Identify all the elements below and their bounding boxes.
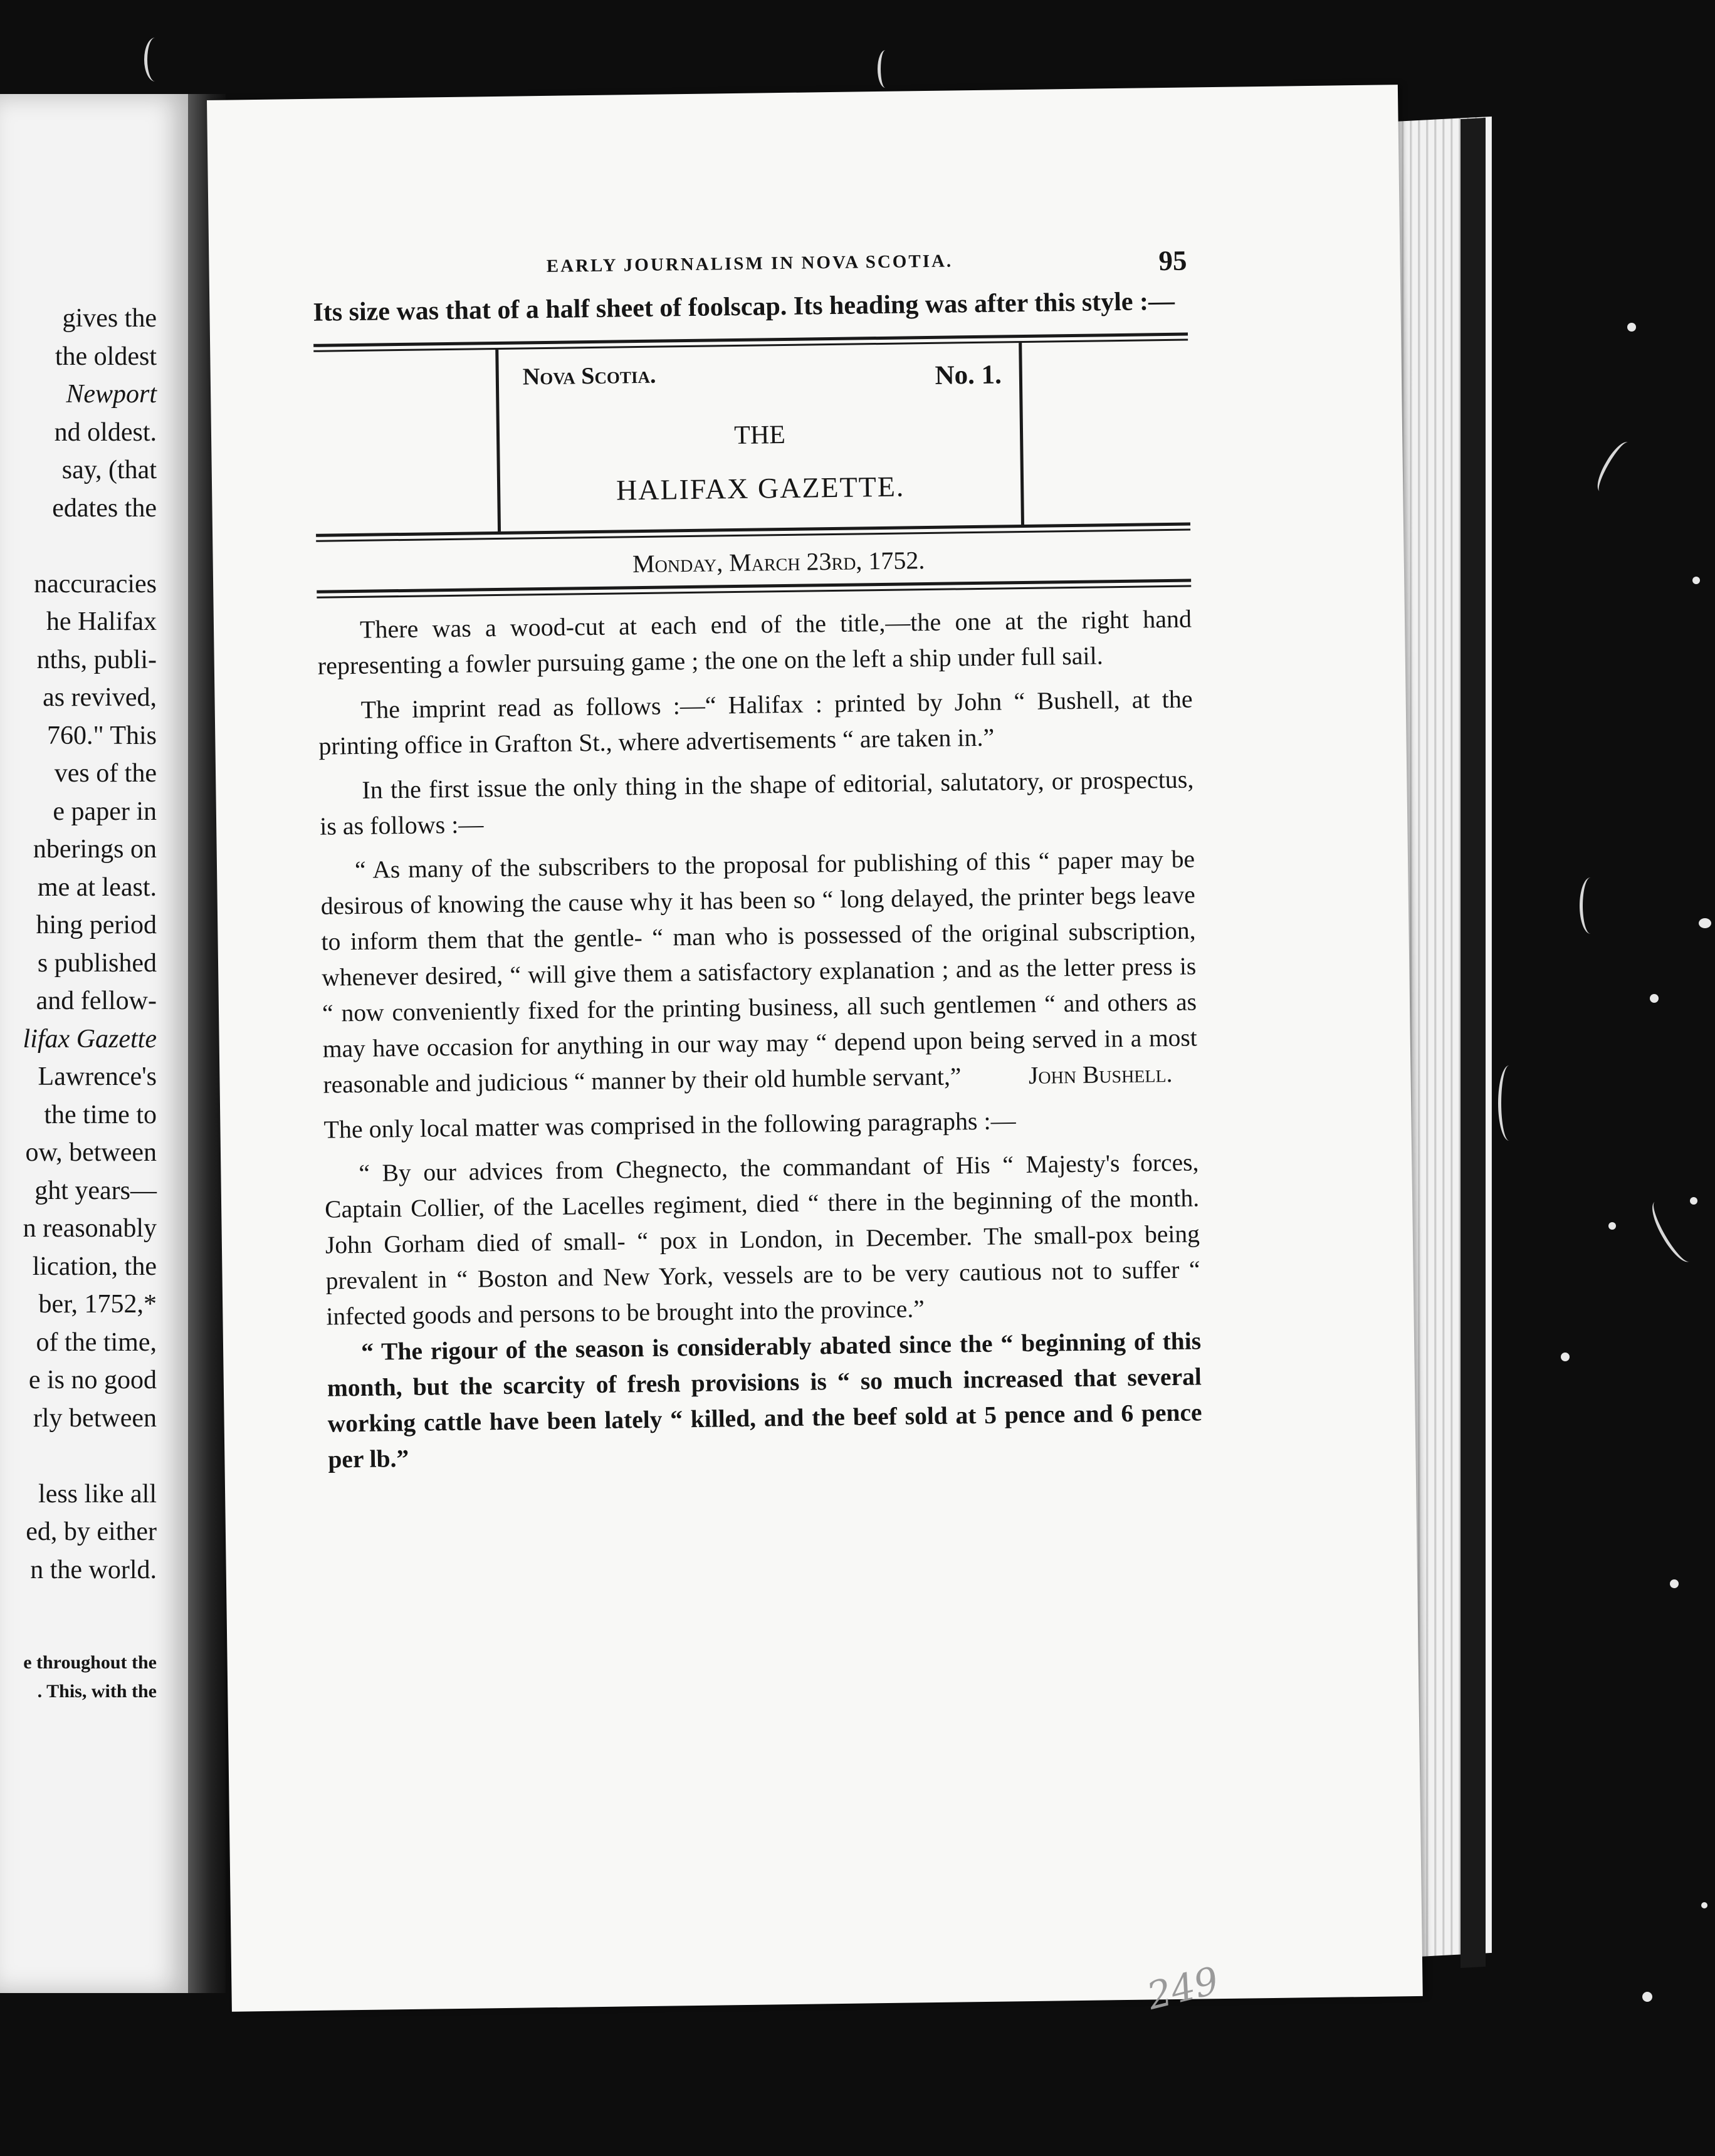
body-paragraph: The only local matter was comprised in the following paragraphs :—	[323, 1106, 1016, 1144]
footnote-line: . This, with the	[37, 1681, 157, 1702]
left-page-line: he Halifax	[46, 607, 157, 636]
quoted-paragraph: “ By our advices from Chegnecto, the commandant of His “ Majesty's forces, Captain Collier, of the Lacelles regiment, died “ there in the beginning of the month. John Gorham died of small- “ pox in London, in December. The small-pox being prevalent in “ Boston and New York, vessels are to be very cautious not to suffer “ infected goods and persons to be brought into the province.”	[324, 1148, 1200, 1331]
left-page-line: n reasonably	[23, 1214, 157, 1243]
page-content	[312, 244, 1202, 1478]
left-page-line: hing period	[36, 911, 157, 939]
film-scratch	[1592, 438, 1635, 496]
left-page-line: edates the	[52, 493, 157, 523]
page-number: 95	[1158, 244, 1187, 277]
main-page	[207, 85, 1423, 2012]
body-paragraph: In the first issue the only thing in the shape of editorial, salutatory, or prospectus, is as follows :—	[319, 765, 1194, 840]
gazette-masthead	[313, 333, 1191, 599]
film-speck	[1642, 1992, 1652, 2002]
body-paragraph: There was a wood-cut at each end of the title,—the one at the right hand representing a fowler pursuing game ; the one on the left a ship under full sail.	[317, 604, 1192, 680]
left-page-line: and fellow-	[36, 986, 157, 1015]
film-speck	[1608, 1222, 1616, 1230]
film-speck	[1561, 1353, 1570, 1361]
left-page-line: lication, the	[32, 1252, 157, 1281]
film-speck	[1627, 323, 1636, 332]
running-title: EARLY JOURNALISM IN NOVA SCOTIA.	[546, 251, 953, 276]
quoted-paragraph: “ The rigour of the season is considerably abated since the “ beginning of this month, but the scarcity of fresh provisions is “ so much increased that several working cattle have been lately “ killed, and the beef sold at 5 pence and 6 pence per lb.”	[327, 1327, 1202, 1473]
left-page-line	[0, 527, 157, 565]
left-page-line: e paper in	[53, 797, 157, 826]
film-speck	[1692, 577, 1700, 584]
film-scratch	[1580, 877, 1602, 934]
book-cover-edge	[1461, 118, 1486, 1968]
film-speck	[1670, 1579, 1679, 1588]
left-page-line: rly between	[33, 1403, 157, 1433]
left-facing-page	[0, 94, 188, 1993]
handwritten-folio-number: 249	[1143, 1959, 1224, 2019]
left-page-line: ves of the	[54, 759, 157, 788]
left-page-line: naccuracies	[34, 569, 157, 599]
left-page-line: ow, between	[25, 1138, 157, 1167]
left-page-footnote	[23, 1648, 157, 1706]
left-page-line: ght years—	[34, 1176, 157, 1205]
left-page-line: Newport	[66, 380, 157, 409]
film-scratch	[1645, 1196, 1699, 1267]
masthead-issue-number: No. 1.	[935, 360, 1002, 390]
masthead-date: Monday, March 23rd, 1752.	[632, 546, 925, 578]
film-speck	[1701, 1902, 1707, 1908]
left-page-line: e is no good	[28, 1366, 157, 1395]
left-page-line: n the world.	[30, 1555, 157, 1584]
masthead-box	[495, 343, 1024, 531]
left-page-line: of the time,	[36, 1327, 157, 1357]
intro-paragraph: Its size was that of a half sheet of foolscap. Its heading was after this style :—	[313, 286, 1175, 327]
left-page-text	[0, 300, 157, 1589]
film-scratch	[878, 50, 893, 88]
left-page-line: less like all	[38, 1479, 157, 1509]
left-page-line: lifax Gazette	[23, 1024, 157, 1054]
film-speck	[1690, 1197, 1697, 1205]
film-speck	[1699, 918, 1711, 928]
masthead-title: HALIFAX GAZETTE.	[616, 470, 905, 506]
left-page-line: ber, 1752,*	[38, 1290, 157, 1319]
left-page-line: 760." This	[46, 721, 157, 750]
left-page-line: me at least.	[37, 872, 157, 902]
footnote-line: e throughout the	[23, 1652, 157, 1673]
film-scratch	[1498, 1065, 1520, 1141]
left-page-line: nd oldest.	[54, 417, 157, 447]
masthead-article: THE	[733, 420, 786, 451]
film-speck	[1650, 994, 1659, 1003]
signature: John Bushell.	[1028, 1059, 1173, 1089]
left-page-line: gives the	[62, 304, 157, 333]
left-page-line: s published	[37, 948, 157, 978]
left-page-line: say, (that	[61, 456, 157, 484]
left-page-line: Lawrence's	[38, 1062, 157, 1091]
left-page-line: nberings on	[33, 835, 157, 864]
left-page-line: the oldest	[55, 342, 157, 371]
left-page-line: ed, by either	[26, 1517, 157, 1546]
quoted-paragraph: “ As many of the subscribers to the proposal for publishing of this “ paper may be desirous of knowing the cause why it has been so “ long delayed, the printer begs leave to inform them that the gentle- “ man who is possessed of the original subscription, whenever desired, “ will give them a satisfactory explanation ; and as the letter press is “ now conveniently fixed for the printing business, all such gentlemen “ and others as may have occasion for anything in our way may “ depend upon being served in a most reasonable and judicious “ manner by their old humble servant,”	[320, 845, 1197, 1099]
left-page-line: as revived,	[43, 683, 157, 712]
left-page-line: nths, publi-	[36, 645, 157, 674]
masthead-place: Nova Scotia.	[522, 362, 656, 390]
left-page-line	[0, 1437, 157, 1475]
body-paragraph: The imprint read as follows :—“ Halifax : printed by John “ Bushell, at the printing office in Grafton St., where advertisements “ are taken in.”	[318, 684, 1193, 760]
film-scratch	[144, 38, 166, 81]
left-page-line: the time to	[44, 1100, 157, 1129]
